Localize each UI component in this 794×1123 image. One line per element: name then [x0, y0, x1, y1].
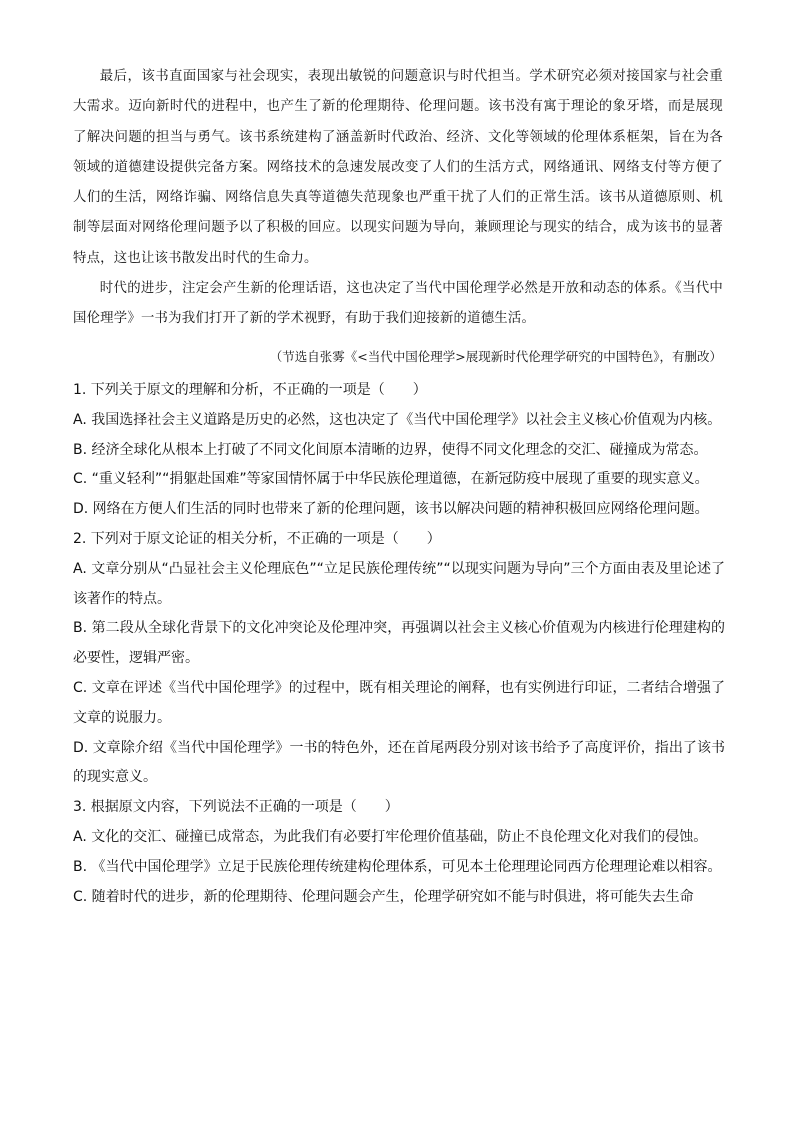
question-1 — [73, 376, 725, 525]
question-3 — [73, 793, 725, 912]
option-a: A. 我国选择社会主义道路是历史的必然，这也决定了《当代中国伦理学》以社会主义核心价值观为内核。 — [73, 411, 722, 428]
question-stem: 1. 下列关于原文的理解和分析，不正确的一项是（ ） — [73, 382, 427, 398]
option-b: B. 经济全球化从根本上打破了不同文化间原本清晰的边界，使得不同文化理念的交汇、碰撞成为常态。 — [73, 441, 708, 458]
option-b: B. 《当代中国伦理学》立足于民族伦理传统建构伦理体系，可见本土伦理理论同西方伦理理论难以相容。 — [73, 858, 722, 875]
option-a: A. 文化的交汇、碰撞已成常态，为此我们有必要打牢伦理价值基础，防止不良伦理文化对我们的侵蚀。 — [73, 828, 708, 845]
passage-paragraph: 最后，该书直面国家与社会现实，表现出敏锐的问题意识与时代担当。学术研究必须对接国家与社会重大需求。迈向新时代的进程中，也产生了新的伦理期待、伦理问题。该书没有寓于理论的象牙塔，而是展现了解决问题的担当与勇气。该书系统建构了涵盖新时代政治、经济、文化等领域的伦理体系框架，旨在为各领域的道德建设提供完备方案。网络技术的急速发展改变了人们的生活方式，网络通讯、网络支付等方便了人们的生活，网络诈骗、网络信息失真等道德失范现象也严重干扰了人们的正常生活。该书从道德原则、机制等层面对网络伦理问题予以了积极的回应。以现实问题为导向，兼顾理论与现实的结合，成为该书的显著特点，这也让该书散发出时代的生命力。 — [73, 69, 723, 266]
option-c: C. 随着时代的进步，新的伦理期待、伦理问题会产生，伦理学研究如不能与时俱进，将可能失去生命 — [73, 888, 694, 905]
reading-passage — [73, 62, 723, 335]
option-d: D. 网络在方便人们生活的同时也带来了新的伦理问题，该书以解决问题的精神积极回应网络伦理问题。 — [73, 501, 709, 518]
passage-paragraph: 时代的进步，注定会产生新的伦理话语，这也决定了当代中国伦理学必然是开放和动态的体系。《当代中国伦理学》一书为我们打开了新的学术视野，有助于我们迎接新的道德生活。 — [73, 281, 723, 327]
option-b: B. 第二段从全球化背景下的文化冲突论及伦理冲突，再强调以社会主义核心价值观为内核进行伦理建构的必要性，逻辑严密。 — [73, 620, 725, 667]
passage-source: （节选自张雾《<当代中国伦理学>展现新时代伦理学研究的中国特色》，有删改） — [269, 349, 722, 364]
option-c: C. “重义轻利”“捐躯赴国难”等家国情怀属于中华民族伦理道德，在新冠防疫中展现了重要的现实意义。 — [73, 471, 709, 488]
question-stem: 3. 根据原文内容，下列说法不正确的一项是（ ） — [73, 799, 399, 816]
option-d: D. 文章除介绍《当代中国伦理学》一书的特色外，还在首尾两段分别对该书给予了高度评价，指出了该书的现实意义。 — [73, 739, 725, 786]
question-stem: 2. 下列对于原文论证的相关分析，不正确的一项是（ ） — [73, 530, 441, 547]
question-2 — [73, 525, 725, 793]
question-list — [73, 376, 725, 912]
option-c: C. 文章在评述《当代中国伦理学》的过程中，既有相关理论的阐释，也有实例进行印证，二者结合增强了文章的说服力。 — [73, 679, 725, 726]
option-a: A. 文章分别从“凸显社会主义伦理底色”“立足民族伦理传统”“以现实问题为导向”三个方面由表及里论述了该著作的特点。 — [73, 560, 725, 607]
